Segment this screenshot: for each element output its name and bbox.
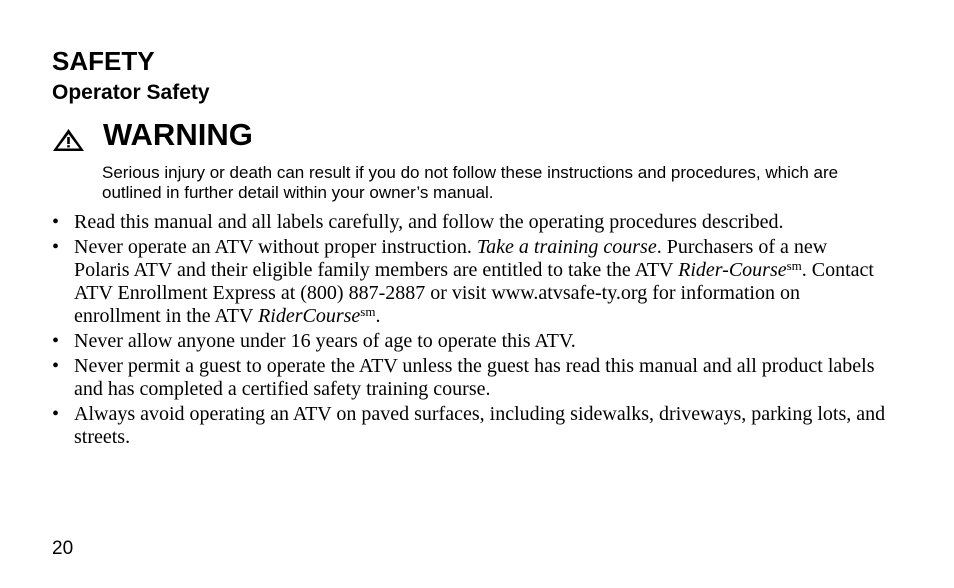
emphasis-text: Take a training course	[476, 236, 657, 258]
bullet-marker: •	[52, 403, 60, 425]
section-title: SAFETY	[52, 46, 155, 76]
safety-bullet-list	[52, 211, 887, 451]
page-number: 20	[52, 538, 74, 559]
bullet-text: Never allow anyone under 16 years of age to operate this ATV.	[74, 330, 576, 352]
bullet-marker: •	[52, 330, 60, 352]
emphasis-text: RiderCourse	[258, 305, 361, 327]
list-item	[52, 330, 887, 353]
service-mark: sm	[786, 258, 802, 273]
subsection-title: Operator Safety	[52, 81, 210, 104]
bullet-text: . Contact ATV Enrollment Express at (800) 887-2887 or visit www.atvsafe-ty.org for information on enrollment in the ATV	[74, 259, 874, 327]
bullet-text: Never permit a guest to operate the ATV unless the guest has read this manual and all product labels and has completed a certified safety training course.	[74, 355, 875, 400]
warning-triangle-icon	[52, 128, 85, 152]
warning-text: Serious injury or death can result if you do not follow these instructions and procedures, which are outlined in further detail within your owner’s manual.	[102, 163, 839, 202]
bullet-marker: •	[52, 355, 60, 377]
bullet-text: Read this manual and all labels carefully, and follow the operating procedures described.	[74, 211, 784, 233]
bullet-marker: •	[52, 211, 60, 233]
warning-title: WARNING	[103, 117, 253, 152]
service-mark: sm	[360, 304, 376, 319]
list-item	[52, 211, 887, 234]
bullet-text: Always avoid operating an ATV on paved surfaces, including sidewalks, driveways, parking lots, and streets.	[74, 403, 886, 448]
list-item	[52, 403, 887, 449]
list-item	[52, 236, 887, 328]
list-item	[52, 355, 887, 401]
emphasis-text: Rider-Course	[678, 259, 787, 281]
bullet-text: Never operate an ATV without proper instruction.	[74, 236, 477, 258]
bullet-text: . Purchasers of a new Polaris ATV and their eligible family members are entitled to take the ATV	[74, 236, 828, 281]
bullet-marker: •	[52, 236, 60, 258]
bullet-text: .	[375, 305, 381, 327]
